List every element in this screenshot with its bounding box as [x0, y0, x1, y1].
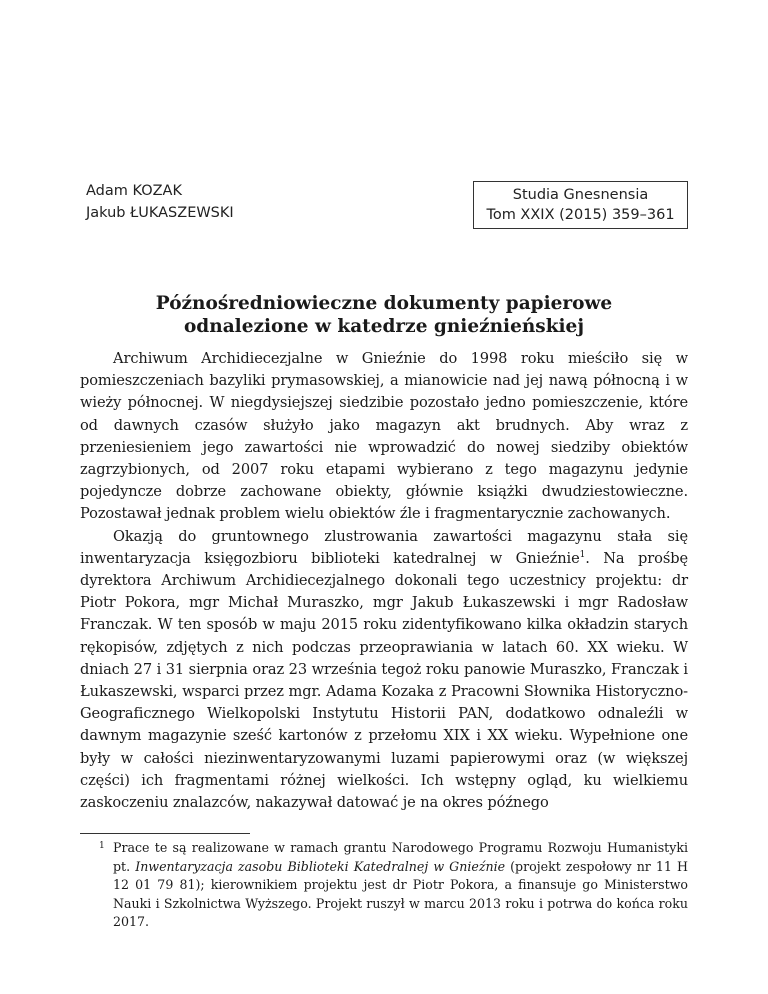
footnote-divider: [80, 833, 250, 834]
footnote-text-span: Prace te są realizowane w ramach grantu Narodowego Programu Rozwoju Humanistyki pt.: [113, 840, 688, 874]
article-title-line: odnalezione w katedrze gnieźnieńskiej: [183, 316, 585, 337]
article-title-line: Późnośredniowieczne dokumenty papierowe: [155, 293, 613, 314]
journal-volume: Tom XXIX (2015) 359–361: [486, 207, 675, 223]
body-text-span: . Na prośbę dyrektora Archiwum Archidiecezjalnego dokonali tego uczestnicy projektu: dr Piotr Pokora, mgr Michał Muraszko, mgr Jakub Łukaszewski i mgr Radosław Franczak. W ten sposób w maju 2015 roku zidentyfikowano kilka okładzin starych rękopisów, zdjętych z nich podczas przeoprawiania w latach 60. XX wieku. W dniach 27 i 31 sierpnia oraz 23 września tegoż roku panowie Muraszko, Franczak i Łukaszewski, wsparci przez mgr. Adama Kozaka z Pracowni Słownika Historyczno-Geograficznego Wielkopolski Instytutu Historii PAN, dodatkowo odnaleźli w dawnym magazynie sześć kartonów z przełomu XIX i XX wieku. Wypełnione one były w całości niezinwentaryzowanymi luzami papierowymi oraz (w większej części) ich fragmentami różnej wielkości. Ich wstępny ogląd, ku wielkiemu zaskoczeniu znalazców, nakazywał datować je na okres późnego: [80, 549, 688, 812]
author-name: Jakub ŁUKASZEWSKI: [86, 205, 234, 221]
journal-name: Studia Gnesnensia: [512, 187, 649, 203]
footnote: [80, 839, 688, 932]
body-paragraph: Archiwum Archidiecezjalne w Gnieźnie do 1998 roku mieściło się w pomieszczeniach bazyliki prymasowskiej, a mianowicie nad jej nawą północną i w wieży północnej. W niegdysiejszej siedzibie pozostało jedno pomieszczenie, które od dawnych czasów służyło jako magazyn akt brudnych. Aby wraz z przeniesieniem jego zawartości nie wprowadzić do nowej siedziby obiektów zagrzybionych, od 2007 roku etapami wybierano z tego magazynu jedynie pojedyncze dobrze zachowane obiekty, głównie książki dwudziestowieczne. Pozostawał jednak problem wielu obiektów źle i fragmentarycznie zachowanych.: [80, 350, 688, 523]
footnote-text: [113, 840, 688, 929]
journal-citation-box: [473, 181, 688, 229]
footnote-number: 1: [99, 841, 105, 851]
footnote-title-italic: Inwentaryzacja zasobu Biblioteki Katedralnej w Gnieźnie: [135, 858, 506, 874]
author-name: Adam KOZAK: [86, 183, 182, 199]
article-body: [80, 348, 688, 814]
author-list: [86, 180, 234, 224]
body-paragraph: [80, 526, 688, 815]
footnote-text-span: (projekt zespołowy nr 11 H 12 01 79 81); kierownikiem projektu jest dr Piotr Pokora, a finansuje go Ministerstwo Nauki i Szkolnictwa Wyższego. Projekt ruszył w marcu 2013 roku i potrwa do końca roku 2017.: [113, 858, 688, 929]
footnote-reference[interactable]: 1: [579, 549, 586, 560]
body-text-span: Okazją do gruntownego zlustrowania zawartości magazynu stała się inwentaryzacja księgozbioru biblioteki katedralnej w Gnieźnie: [80, 527, 688, 567]
article-title: [80, 292, 688, 338]
